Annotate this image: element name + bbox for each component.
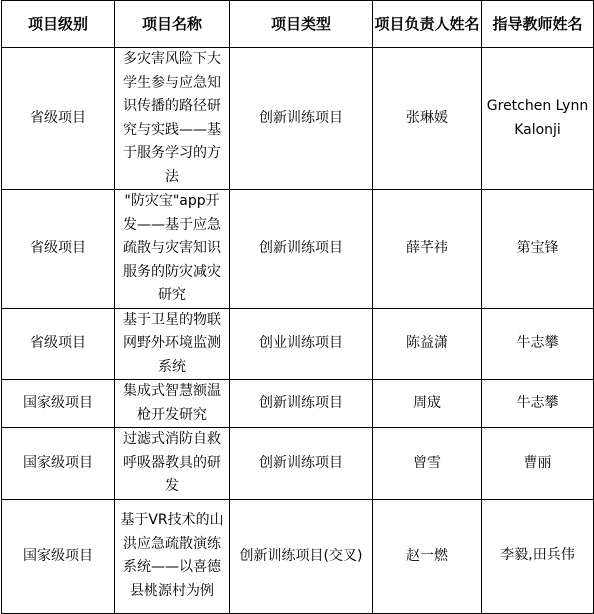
cell-type: 创新训练项目(交叉) xyxy=(230,499,373,613)
advisor-name: 牛志攀 xyxy=(516,394,559,411)
project-name: 过滤式消防自救呼吸器教具的研发 xyxy=(123,431,221,494)
project-name: "防灾宝"app开发——基于应急疏散与灾害知识服务的防灾减灾研究 xyxy=(123,193,221,303)
cell-name xyxy=(115,48,230,190)
project-name: 基于卫星的物联网野外环境监测系统 xyxy=(123,311,221,375)
cell-advisor xyxy=(482,499,594,613)
cell-advisor xyxy=(482,190,594,309)
table-row xyxy=(2,190,594,309)
advisor-name: 牛志攀 xyxy=(516,335,559,351)
cell-type: 创业训练项目 xyxy=(230,308,373,380)
cell-advisor xyxy=(482,308,594,380)
table-row xyxy=(2,380,594,428)
table-row xyxy=(2,308,594,380)
cell-leader: 薛芊祎 xyxy=(373,190,482,309)
project-name: 多灾害风险下大学生参与应急知识传播的路径研究与实践——基于服务学习的方法 xyxy=(123,51,221,185)
cell-name xyxy=(115,308,230,380)
cell-leader: 周宬 xyxy=(373,380,482,428)
advisor-name: Gretchen Lynn Kalonji xyxy=(486,98,589,138)
cell-type: 创新训练项目 xyxy=(230,428,373,500)
header-type: 项目类型 xyxy=(230,1,373,48)
cell-leader: 张琳媛 xyxy=(373,48,482,190)
project-name: 集成式智慧额温枪开发研究 xyxy=(123,383,221,423)
header-level: 项目级别 xyxy=(2,1,115,48)
cell-advisor xyxy=(482,48,594,190)
advisor-name: 李毅,田兵伟 xyxy=(500,547,575,564)
cell-advisor xyxy=(482,380,594,428)
cell-advisor xyxy=(482,428,594,500)
cell-name xyxy=(115,380,230,428)
cell-leader: 赵一燃 xyxy=(373,499,482,613)
table-row xyxy=(2,48,594,190)
table-row xyxy=(2,428,594,500)
cell-name xyxy=(115,190,230,309)
cell-leader: 曾雪 xyxy=(373,428,482,500)
cell-level: 省级项目 xyxy=(2,48,115,190)
header-name: 项目名称 xyxy=(115,1,230,48)
cell-level: 国家级项目 xyxy=(2,499,115,613)
cell-name xyxy=(115,428,230,500)
cell-name xyxy=(115,499,230,613)
projects-table xyxy=(1,0,594,614)
header-advisor: 指导教师姓名 xyxy=(482,1,594,48)
cell-level: 省级项目 xyxy=(2,190,115,309)
cell-level: 国家级项目 xyxy=(2,380,115,428)
table-row xyxy=(2,499,594,613)
cell-type: 创新训练项目 xyxy=(230,190,373,309)
header-leader: 项目负责人姓名 xyxy=(373,1,482,48)
cell-level: 省级项目 xyxy=(2,308,115,380)
cell-level: 国家级项目 xyxy=(2,428,115,500)
advisor-name: 曹丽 xyxy=(523,454,552,471)
project-name: 基于VR技术的山洪应急疏散演练系统——以喜德县桃源村为例 xyxy=(120,512,224,599)
cell-type: 创新训练项目 xyxy=(230,380,373,428)
header-row xyxy=(2,1,594,48)
cell-leader: 陈益潇 xyxy=(373,308,482,380)
cell-type: 创新训练项目 xyxy=(230,48,373,190)
advisor-name: 第宝锋 xyxy=(516,240,559,256)
